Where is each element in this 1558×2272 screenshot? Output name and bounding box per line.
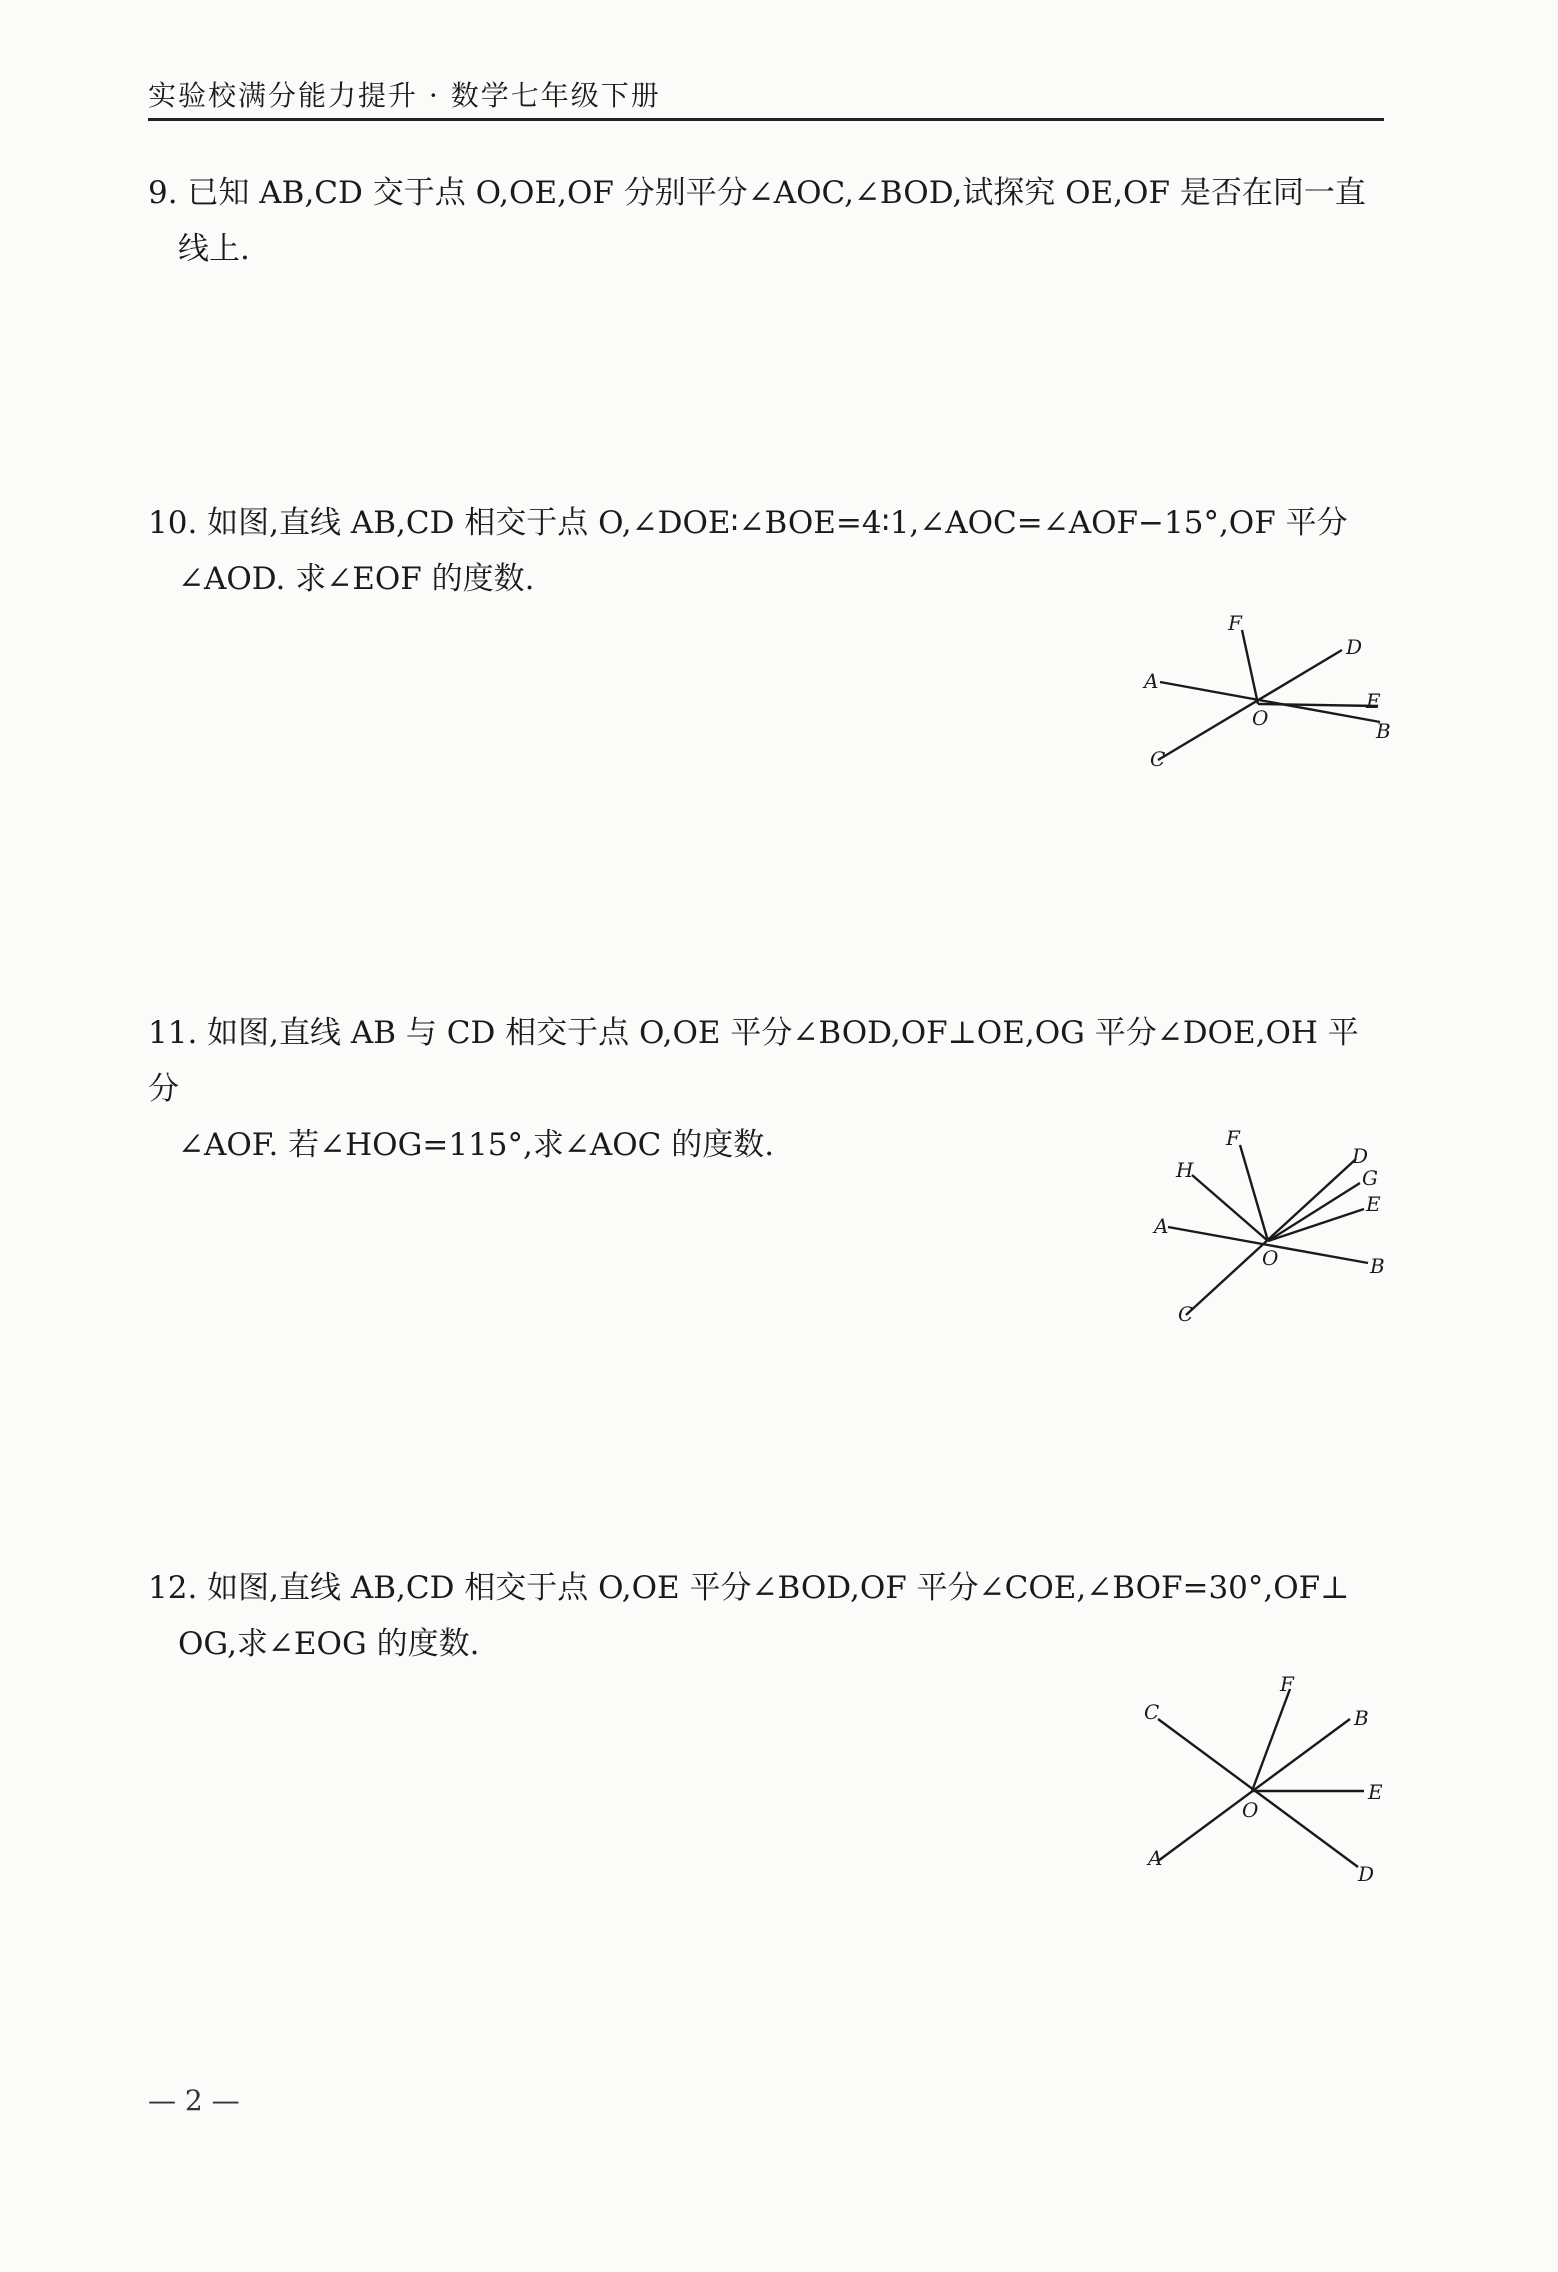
label-f: F — [1280, 1675, 1294, 1696]
ray-of — [1252, 1689, 1290, 1791]
label-h: H — [1176, 1158, 1194, 1182]
label-d: D — [1352, 1144, 1369, 1168]
label-d: D — [1358, 1862, 1375, 1886]
problem-9-line2: 线上. — [178, 231, 250, 267]
line-ab — [1160, 682, 1380, 722]
problem-9-line1: 9. 已知 AB,CD 交于点 O,OE,OF 分别平分∠AOC,∠BOD,试探究 OE,OF 是否在同一直 — [148, 175, 1366, 211]
book-title: 实验校满分能力提升 · 数学七年级下册 — [148, 79, 661, 112]
figure-12 — [1140, 1675, 1400, 1895]
line-cd — [1186, 1159, 1356, 1315]
problem-12 — [148, 1560, 1388, 1672]
problem-10-line2: ∠AOD. 求∠EOF 的度数. — [178, 561, 535, 597]
label-b: B — [1370, 1254, 1385, 1278]
label-g: G — [1362, 1166, 1378, 1190]
problem-12-line2: OG,求∠EOG 的度数. — [178, 1626, 480, 1662]
label-a: A — [1154, 1214, 1169, 1238]
label-e: E — [1366, 1192, 1381, 1216]
label-f: F — [1228, 611, 1242, 635]
label-o: O — [1252, 706, 1269, 730]
label-e: E — [1366, 689, 1381, 713]
figure-11 — [1140, 1115, 1400, 1335]
page-number: — 2 — — [148, 2084, 240, 2117]
ray-oe — [1258, 704, 1378, 706]
label-f: F — [1226, 1126, 1240, 1150]
label-o: O — [1262, 1246, 1279, 1270]
label-o: O — [1242, 1798, 1259, 1822]
label-e: E — [1368, 1780, 1383, 1804]
label-c: C — [1150, 747, 1166, 771]
label-d: D — [1346, 635, 1363, 659]
header-divider — [148, 118, 1384, 121]
ray-oh — [1192, 1175, 1268, 1241]
label-b: B — [1354, 1706, 1369, 1730]
label-b: B — [1376, 719, 1391, 743]
line-cd — [1158, 1719, 1358, 1867]
figure-10 — [1140, 610, 1400, 790]
problem-9 — [148, 165, 1388, 277]
ray-of — [1240, 1145, 1268, 1241]
problem-12-line1: 12. 如图,直线 AB,CD 相交于点 O,OE 平分∠BOD,OF 平分∠COE,∠BOF=30°,OF⊥ — [148, 1570, 1350, 1606]
label-a: A — [1144, 669, 1159, 693]
problem-11-line1: 11. 如图,直线 AB 与 CD 相交于点 O,OE 平分∠BOD,OF⊥OE,OG 平分∠DOE,OH 平分 — [148, 1015, 1359, 1107]
problem-10 — [148, 495, 1388, 607]
problem-10-line1: 10. 如图,直线 AB,CD 相交于点 O,∠DOE∶∠BOE=4∶1,∠AOC=∠AOF−15°,OF 平分 — [148, 505, 1348, 541]
ray-og — [1268, 1183, 1360, 1241]
ray-of — [1242, 630, 1258, 704]
label-c: C — [1144, 1700, 1160, 1724]
problem-11-line2: ∠AOF. 若∠HOG=115°,求∠AOC 的度数. — [178, 1127, 775, 1163]
label-c: C — [1178, 1302, 1194, 1326]
label-a: A — [1148, 1846, 1163, 1870]
